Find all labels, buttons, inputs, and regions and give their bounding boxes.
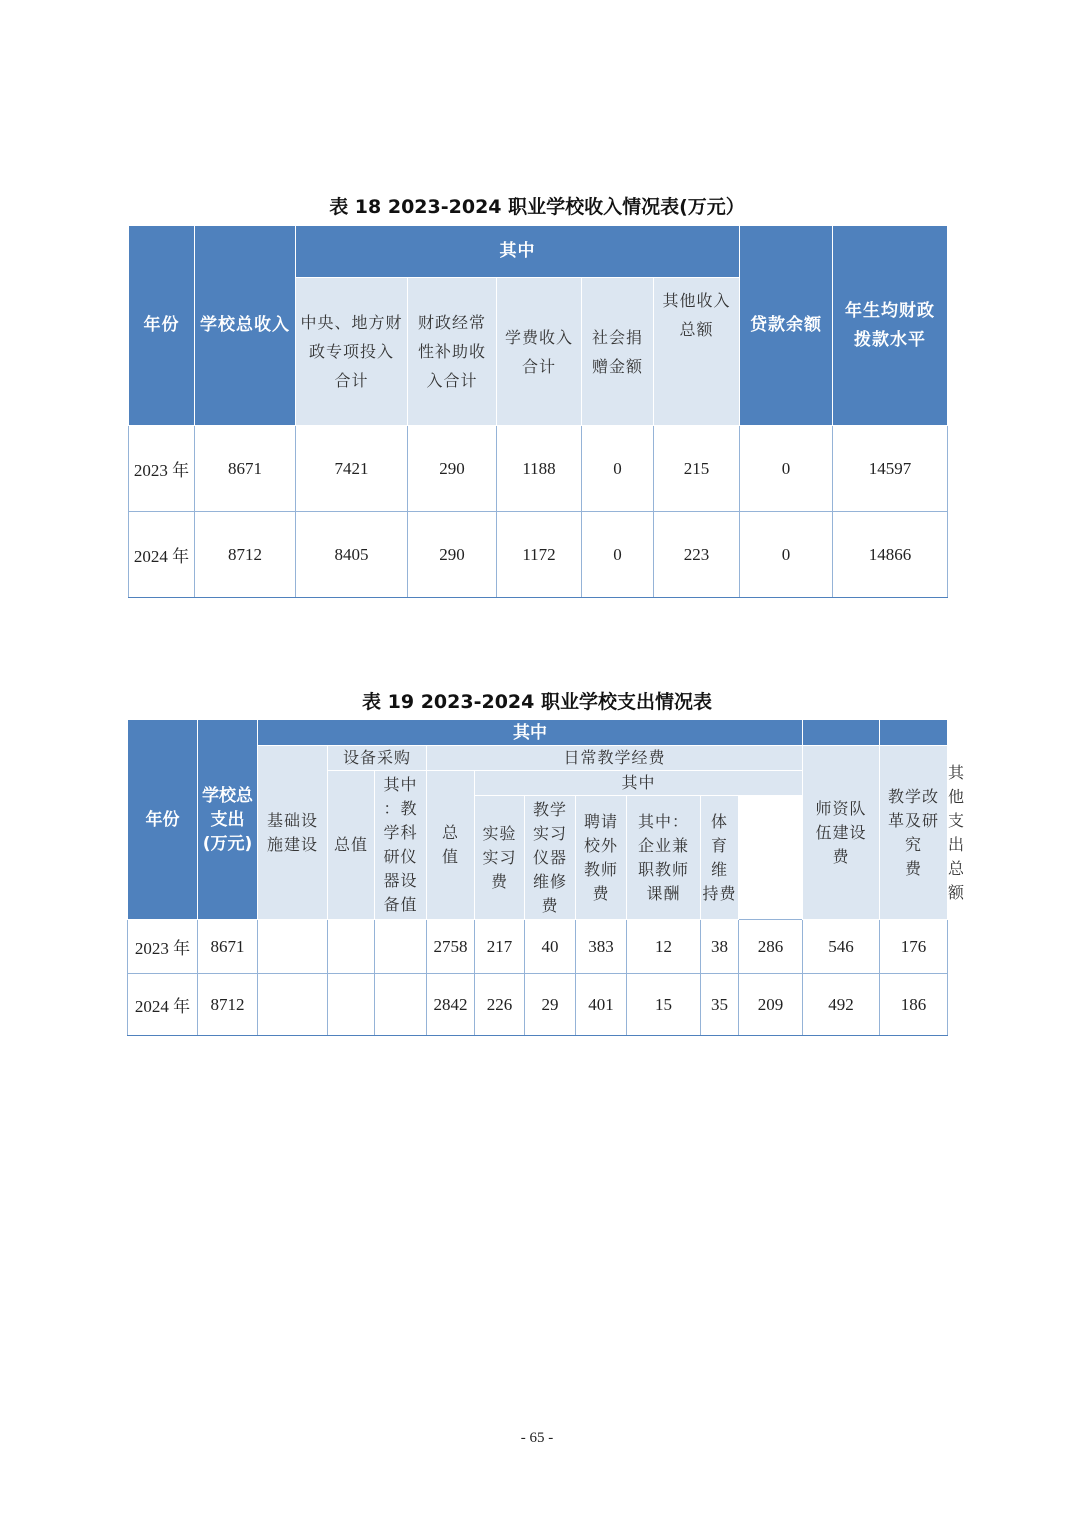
expense-table: 年份 学校总 支出 (万元) 其中 基础设 施建设 设备采购 日常教学经费 师资队 伍建设 费 教学改 革及研究 费 其他支 出总额 总值 其中 ：教 学科 研仪 器设 备值 总 值 其中 实验 实习 费 教学 实习 仪器 维修 费 聘请 校外 教师 费 其中： 企业兼 职教师 课酬 体 育 维 持费 2023 年 8671 2758 217 40 383 12 38 286 546 176 2024 年 8712 2842 226 29 401 15 35 209 492 186 [127, 719, 948, 1036]
header-lab: 实验 实习 费 [475, 796, 525, 920]
cell-equipment-total [328, 920, 375, 974]
header-faculty: 师资队 伍建设 费 [803, 746, 880, 920]
header-instrument: 教学 实习 仪器 维修 费 [525, 796, 576, 920]
cell-equipment-total [328, 974, 375, 1036]
cell-fiscal-subsidy: 290 [408, 512, 497, 598]
cell-fiscal-subsidy: 290 [408, 426, 497, 512]
table18-caption: 表 18 2023-2024 职业学校收入情况表(万元） [329, 196, 745, 218]
header-enterprise-teacher: 其中： 企业兼 职教师 课酬 [627, 796, 701, 920]
cell-tuition: 1172 [497, 512, 582, 598]
cell-total-expense: 8712 [198, 974, 258, 1036]
header-of-which: 其中 [258, 720, 803, 746]
cell-donation: 0 [582, 426, 654, 512]
cell-external-teacher: 383 [576, 920, 627, 974]
cell-faculty: 286 [739, 920, 803, 974]
header-central-local: 中央、地方财 政专项投入 合计 [296, 278, 408, 426]
cell-loan-balance: 0 [740, 512, 833, 598]
cell-year: 2024 年 [129, 512, 195, 598]
table-row [129, 426, 948, 512]
cell-equipment-teaching [375, 974, 427, 1036]
header-daily-teaching: 日常教学经费 [427, 746, 803, 771]
header-equipment: 设备采购 [328, 746, 427, 771]
header-sports: 体 育 维 持费 [701, 796, 739, 920]
header-of-which: 其中 [296, 226, 740, 278]
header-external-teacher: 聘请 校外 教师 费 [576, 796, 627, 920]
header-reform: 教学改 革及研究 费 [880, 746, 948, 920]
cell-loan-balance: 0 [740, 426, 833, 512]
cell-year: 2023 年 [129, 426, 195, 512]
cell-total-income: 8712 [195, 512, 296, 598]
header-donation: 社会捐 赠金额 [582, 278, 654, 426]
cell-reform: 546 [803, 920, 880, 974]
header-total-expense: 学校总 支出 (万元) [198, 720, 258, 920]
page-number: - 65 - [520, 1430, 554, 1446]
header-equipment-total: 总值 [328, 771, 375, 920]
cell-enterprise-teacher: 15 [627, 974, 701, 1036]
cell-total-expense: 8671 [198, 920, 258, 974]
header-blank [803, 720, 880, 746]
header-tuition: 学费收入 合计 [497, 278, 582, 426]
cell-daily-total: 2842 [427, 974, 475, 1036]
cell-faculty: 209 [739, 974, 803, 1036]
cell-lab: 226 [475, 974, 525, 1036]
cell-other-expense: 176 [880, 920, 948, 974]
income-table [128, 225, 948, 598]
cell-reform: 492 [803, 974, 880, 1036]
header-year: 年份 [128, 720, 198, 920]
cell-other-income: 215 [654, 426, 740, 512]
cell-enterprise-teacher: 12 [627, 920, 701, 974]
cell-year: 2024 年 [128, 974, 198, 1036]
header-blank [880, 720, 948, 746]
cell-lab: 217 [475, 920, 525, 974]
cell-donation: 0 [582, 512, 654, 598]
header-year: 年份 [129, 226, 195, 426]
cell-daily-total: 2758 [427, 920, 475, 974]
cell-tuition: 1188 [497, 426, 582, 512]
cell-external-teacher: 401 [576, 974, 627, 1036]
header-infrastructure: 基础设 施建设 [258, 746, 328, 920]
cell-equipment-teaching [375, 920, 427, 974]
cell-infrastructure [258, 920, 328, 974]
table19-caption: 表 19 2023-2024 职业学校支出情况表 [362, 691, 712, 713]
cell-infrastructure [258, 974, 328, 1036]
header-fiscal-subsidy: 财政经常 性补助收 入合计 [408, 278, 497, 426]
table-row [128, 974, 948, 1036]
cell-instrument: 40 [525, 920, 576, 974]
cell-per-student: 14866 [833, 512, 948, 598]
header-total-income: 学校总收入 [195, 226, 296, 426]
cell-instrument: 29 [525, 974, 576, 1036]
cell-other-income: 223 [654, 512, 740, 598]
table-row [128, 920, 948, 974]
cell-other-expense: 186 [880, 974, 948, 1036]
cell-year: 2023 年 [128, 920, 198, 974]
cell-total-income: 8671 [195, 426, 296, 512]
header-other-income: 其他收入 总额 [654, 278, 740, 426]
header-daily-of-which: 其中 [475, 771, 803, 796]
cell-sports: 38 [701, 920, 739, 974]
cell-per-student: 14597 [833, 426, 948, 512]
header-equipment-teaching: 其中 ：教 学科 研仪 器设 备值 [375, 771, 427, 920]
header-daily-total: 总 值 [427, 771, 475, 920]
header-loan-balance: 贷款余额 [740, 226, 833, 426]
cell-central-local: 7421 [296, 426, 408, 512]
cell-sports: 35 [701, 974, 739, 1036]
header-per-student: 年生均财政 拨款水平 [833, 226, 948, 426]
cell-central-local: 8405 [296, 512, 408, 598]
table-row [129, 512, 948, 598]
